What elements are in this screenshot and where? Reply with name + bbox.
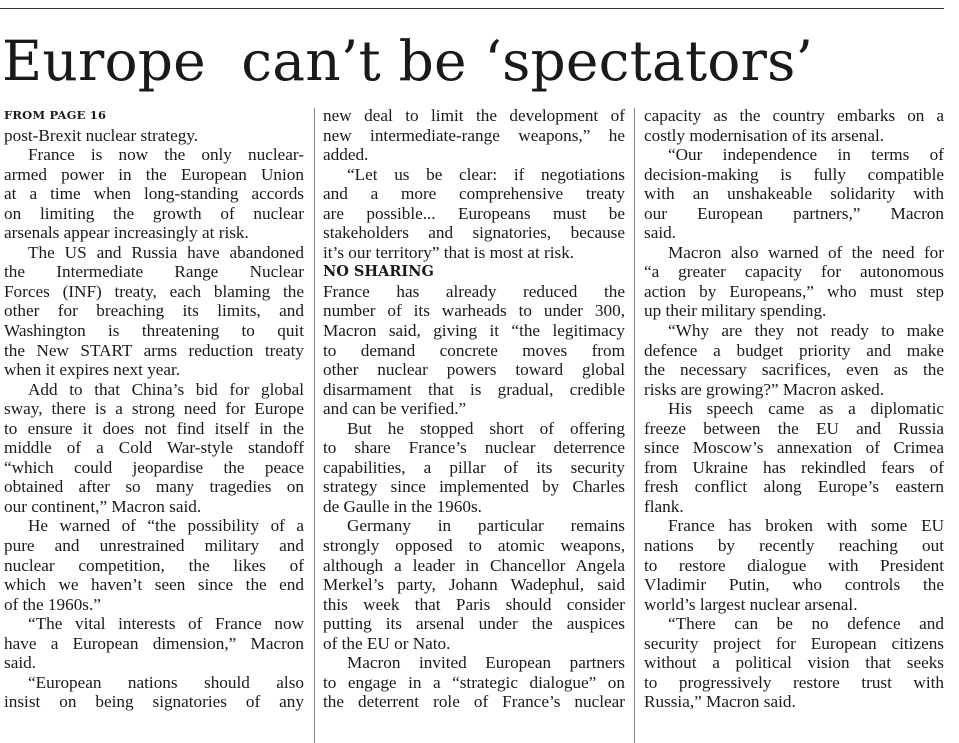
article-line: flank.	[644, 496, 684, 516]
article-line: “The vital interests of France now	[28, 614, 304, 634]
article-line: But he stopped short of offering	[347, 418, 625, 438]
article-line: Forces (INF) treaty, each blaming the	[4, 281, 304, 301]
article-line: middle of a Cold War-style standoff	[4, 438, 304, 458]
article-line: Vladimir Putin, who controls the	[644, 575, 944, 595]
top-rule	[0, 8, 944, 9]
kicker: FROM PAGE 16	[4, 108, 107, 122]
article-line: de Gaulle in the 1960s.	[323, 496, 482, 516]
article-line: action by Europeans,” who must step	[644, 281, 944, 301]
article-line: security project for European citizens	[644, 633, 944, 653]
article-line: Macron also warned of the need for	[668, 242, 944, 262]
article-line: disarmament that is gradual, credible	[323, 379, 625, 399]
article-line: stakeholders and signatories, because	[323, 223, 625, 243]
article-line: and a more comprehensive treaty	[323, 184, 625, 204]
article-line: Washington is threatening to quit	[4, 321, 304, 341]
article-line: “Our independence in terms of	[668, 145, 944, 165]
article-line: “Let us be clear: if negotiations	[347, 164, 625, 184]
article-line: to share France’s nuclear deterrence	[323, 438, 625, 458]
article-line: insist on being signatories of any	[4, 692, 304, 712]
article-line: putting its arsenal under the auspices	[323, 614, 625, 634]
article-line: on limiting the growth of nuclear	[4, 203, 304, 223]
article-line: decision-making is fully compatible	[644, 164, 944, 184]
article-line: number of its warheads to under 300,	[323, 301, 625, 321]
article-line: “which could jeopardise the peace	[4, 457, 304, 477]
article-line: to demand concrete moves from	[323, 340, 625, 360]
article-line: and can be verified.”	[323, 399, 467, 419]
article-line: of the 1960s.”	[4, 594, 101, 614]
article-line: “European nations should also	[28, 672, 304, 692]
article-line: Russia,” Macron said.	[644, 692, 796, 712]
article-line: to restore dialogue with President	[644, 555, 944, 575]
article-line: it’s our territory” that is most at risk.	[323, 242, 575, 262]
article-line: new intermediate-range weapons,” he	[323, 125, 625, 145]
article-line: capabilities, a pillar of its security	[323, 457, 625, 477]
article-line: to ensure it does not find itself in the	[4, 418, 304, 438]
article-line: this week that Paris should consider	[323, 594, 625, 614]
article-line: other nuclear powers toward global	[323, 360, 625, 380]
article-column-3	[644, 106, 944, 712]
article-line: armed power in the European Union	[4, 164, 304, 184]
article-line: our European partners,” Macron	[644, 203, 944, 223]
article-line: without a political vision that seeks	[644, 653, 944, 673]
article-line: costly modernisation of its arsenal.	[644, 125, 885, 145]
article-line: “a greater capacity for autonomous	[644, 262, 944, 282]
article-line: He warned of “the possibility of a	[28, 516, 304, 536]
article-line: “Why are they not ready to make	[668, 321, 944, 341]
article-line: of the EU or Nato.	[323, 633, 451, 653]
headline: Europe can’t be ‘spectators’	[2, 29, 814, 93]
article-line: at a time when long-standing accords	[4, 184, 304, 204]
article-line: His speech came as a diplomatic	[668, 399, 944, 419]
article-line: nations by recently reaching out	[644, 536, 944, 556]
article-line: our continent,” Macron said.	[4, 496, 202, 516]
article-line: pure and unrestrained military and	[4, 536, 304, 556]
article-line: when it expires next year.	[4, 360, 181, 380]
article-line: The US and Russia have abandoned	[28, 242, 304, 262]
article-line: obtained after so many tragedies on	[4, 477, 304, 497]
column-divider	[634, 108, 635, 743]
article-line: strongly opposed to atomic weapons,	[323, 536, 625, 556]
article-line: Germany in particular remains	[347, 516, 625, 536]
article-line: from Ukraine has rekindled fears of	[644, 457, 944, 477]
article-line: strategy since implemented by Charles	[323, 477, 625, 497]
article-line: fresh conflict along Europe’s eastern	[644, 477, 944, 497]
article-line: “There can be no defence and	[668, 614, 944, 634]
article-line: other for breaching its limits, and	[4, 301, 304, 321]
article-line: although a leader in Chancellor Angela	[323, 555, 625, 575]
article-line: said.	[644, 223, 676, 243]
article-line: post-Brexit nuclear strategy.	[4, 125, 199, 145]
article-line: with an unshakeable solidarity with	[644, 184, 944, 204]
article-line: new deal to limit the development of	[323, 106, 625, 125]
article-line: which we haven’t seen since the end	[4, 575, 304, 595]
article-line: the deterrent role of France’s nuclear	[323, 692, 625, 712]
article-line: the necessary sacrifices, even as the	[644, 360, 944, 380]
article-line: the Intermediate Range Nuclear	[4, 262, 304, 282]
article-line: have a European dimension,” Macron	[4, 633, 304, 653]
article-line: said.	[4, 653, 36, 673]
article-line: defence a budget priority and make	[644, 340, 944, 360]
article-line: Merkel’s party, Johann Wadephul, said	[323, 575, 625, 595]
article-line: France has broken with some EU	[668, 516, 944, 536]
article-line: Macron invited European partners	[347, 653, 625, 673]
article-line: France has already reduced the	[323, 281, 625, 301]
article-line: sway, there is a strong need for Europe	[4, 399, 304, 419]
article-column-2	[323, 106, 625, 712]
subheading: NO SHARING	[323, 263, 434, 281]
article-line: to progressively restore trust with	[644, 672, 944, 692]
article-column-1	[4, 106, 304, 712]
article-line: the New START arms reduction treaty	[4, 340, 304, 360]
article-line: France is now the only nuclear-	[28, 145, 304, 165]
article-line: Macron said, giving it “the legitimacy	[323, 321, 625, 341]
article-line: up their military spending.	[644, 301, 827, 321]
article-line: Add to that China’s bid for global	[28, 379, 304, 399]
article-line: freeze between the EU and Russia	[644, 418, 944, 438]
column-divider	[314, 108, 315, 743]
article-line: capacity as the country embarks on a	[644, 106, 944, 125]
article-line: to engage in a “strategic dialogue” on	[323, 672, 625, 692]
article-line: risks are growing?” Macron asked.	[644, 379, 885, 399]
article-line: are possible... Europeans must be	[323, 203, 625, 223]
article-line: world’s largest nuclear arsenal.	[644, 594, 858, 614]
article-line: arsenals appear increasingly at risk.	[4, 223, 249, 243]
article-line: added.	[323, 145, 369, 165]
article-line: nuclear competition, the likes of	[4, 555, 304, 575]
article-line: since Moscow’s annexation of Crimea	[644, 438, 944, 458]
